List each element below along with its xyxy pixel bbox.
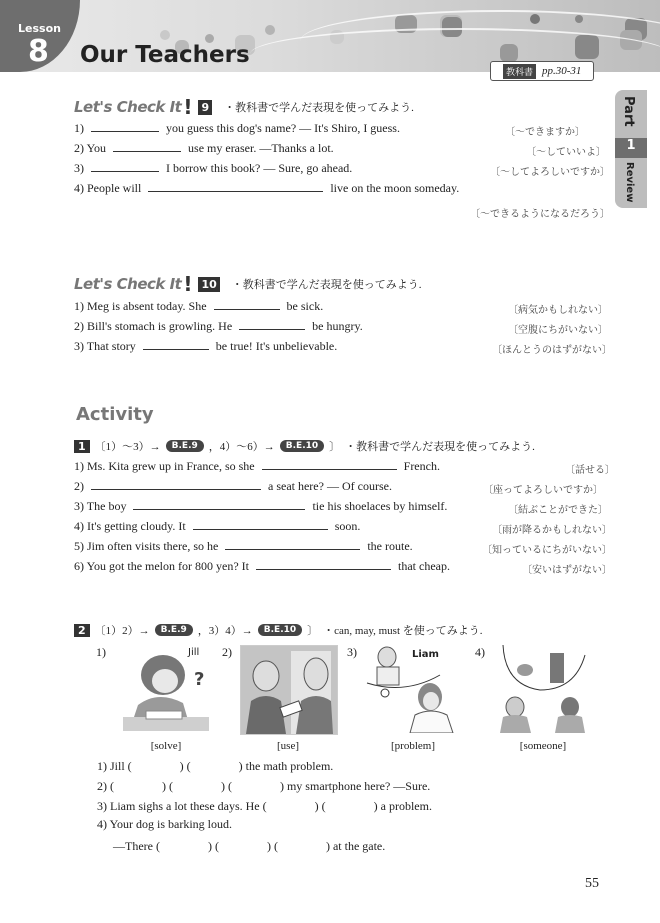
textbook-pages: pp.30-31 bbox=[542, 65, 582, 77]
exercise-line: 2) a seat here? ― Of course. bbox=[74, 479, 392, 493]
be-10-badge: B.E.10 bbox=[258, 624, 302, 636]
instruction: ・教科書で学んだ表現を使ってみよう. bbox=[231, 279, 422, 291]
exercise-line: 4) People will live on the moon someday. bbox=[74, 181, 460, 195]
page-number: 55 bbox=[585, 876, 599, 891]
exercise-line: 4) It's getting cloudy. It soon. bbox=[74, 519, 361, 533]
answer-blank[interactable] bbox=[91, 130, 159, 132]
picture-number: 2) bbox=[222, 645, 232, 659]
check-it-number: 9 bbox=[198, 100, 212, 115]
hint: 〔～できるようになるだろう〕 bbox=[470, 209, 610, 220]
exercise-line: 1) Meg is absent today. She be sick. bbox=[74, 299, 324, 313]
hint: 〔安いはずがない〕 bbox=[522, 565, 612, 576]
page-title: Our Teachers bbox=[80, 42, 250, 68]
picture-number: 1) bbox=[96, 645, 106, 659]
hint: 〔結ぶことができた〕 bbox=[508, 505, 608, 516]
exercise-line: 3) The boy tie his shoelaces by himself. bbox=[74, 499, 448, 513]
exclamation-icon: ! bbox=[183, 95, 193, 119]
picture-caption: [someone] bbox=[519, 740, 567, 752]
answer-blank[interactable] bbox=[262, 468, 397, 470]
answer-blank[interactable] bbox=[143, 348, 209, 350]
answer-blank[interactable] bbox=[91, 170, 159, 172]
answer-blank[interactable] bbox=[148, 190, 323, 192]
be-9-badge: B.E.9 bbox=[166, 440, 204, 452]
part-review-tab bbox=[615, 90, 647, 208]
answer-blank[interactable] bbox=[239, 328, 305, 330]
exercise-line: 2) ( ) ( ) ( ) my smartphone here? ―Sure. bbox=[97, 779, 431, 793]
question-number: 2 bbox=[74, 624, 90, 637]
exercise-line: 5) Jim often visits there, so he the route. bbox=[74, 539, 413, 553]
picture-caption: [problem] bbox=[391, 740, 435, 752]
check-it-9-header bbox=[74, 95, 414, 119]
instruction: ・教科書で学んだ表現を使ってみよう. bbox=[345, 441, 535, 453]
character-label: Liam bbox=[412, 649, 439, 660]
part-label: Part bbox=[621, 96, 636, 127]
svg-text:?: ? bbox=[194, 669, 205, 690]
lesson-label: Lesson bbox=[18, 22, 61, 35]
illustration-man-smartphone bbox=[240, 645, 338, 735]
exercise-line: ―There ( ) ( ) ( ) at the gate. bbox=[113, 839, 386, 853]
check-it-number: 10 bbox=[198, 277, 219, 292]
activity-heading: Activity bbox=[76, 404, 154, 425]
instruction: ・教科書で学んだ表現を使ってみよう. bbox=[224, 102, 414, 114]
exercise-line: 3) Liam sighs a lot these days. He ( ) ( ) a problem. bbox=[97, 799, 432, 813]
activity-q1-header: 1 〔1）～3）→ B.E.9 ，4）～6）→ B.E.10 〕 ・教科書で学んだ表現を使ってみよう. bbox=[74, 438, 535, 454]
activity-q2-header: 2 〔1）2）→ B.E.9 ，3）4）→ B.E.10 〕 ・can, may, must を使ってみよう. bbox=[74, 622, 483, 638]
lesson-badge bbox=[0, 0, 80, 72]
be-9-badge: B.E.9 bbox=[155, 624, 193, 636]
hint: 〔話せる〕 bbox=[565, 465, 615, 476]
picture-number: 4) bbox=[475, 645, 485, 659]
hint: 〔～してよろしいですか〕 bbox=[490, 167, 610, 178]
textbook-label: 教科書 bbox=[503, 64, 536, 79]
answer-blank[interactable] bbox=[256, 568, 391, 570]
check-it-logo: Let's Check It bbox=[74, 98, 182, 116]
exercise-line: 4) Your dog is barking loud. bbox=[97, 817, 233, 831]
exercise-line: 3) I borrow this book? ― Sure, go ahead. bbox=[74, 161, 353, 175]
exclamation-icon: ! bbox=[183, 272, 193, 296]
answer-blank[interactable] bbox=[133, 508, 305, 510]
instruction: ・can, may, must を使ってみよう. bbox=[323, 625, 483, 637]
exercise-line: 1) Jill ( ) ( ) the math problem. bbox=[97, 759, 334, 773]
hint: 〔～できますか〕 bbox=[505, 127, 585, 138]
part-number: 1 bbox=[615, 138, 647, 158]
picture-caption: [solve] bbox=[150, 740, 182, 752]
hint: 〔知っているにちがいない〕 bbox=[482, 545, 612, 556]
textbook-reference bbox=[490, 61, 594, 81]
exercise-line: 1) Ms. Kita grew up in France, so she French. bbox=[74, 459, 440, 473]
hint: 〔病気かもしれない〕 bbox=[508, 305, 608, 316]
exercise-line: 2) Bill's stomach is growling. He be hungry. bbox=[74, 319, 363, 333]
review-label: Review bbox=[624, 162, 635, 203]
answer-blank[interactable] bbox=[225, 548, 360, 550]
answer-blank[interactable] bbox=[91, 488, 261, 490]
exercise-line: 1) you guess this dog's name? ― It's Shiro, I guess. bbox=[74, 121, 400, 135]
illustration-kids-dog-policeman bbox=[495, 645, 591, 733]
be-10-badge: B.E.10 bbox=[280, 440, 324, 452]
hint: 〔座ってよろしいですか〕 bbox=[483, 485, 603, 496]
answer-blank[interactable] bbox=[193, 528, 328, 530]
hint: 〔雨が降るかもしれない〕 bbox=[492, 525, 612, 536]
hint: 〔ほんとうのはずがない〕 bbox=[492, 345, 612, 356]
check-it-logo: Let's Check It bbox=[74, 275, 182, 293]
illustration-liam-worried bbox=[365, 645, 461, 733]
check-it-10-header bbox=[74, 272, 422, 296]
exercise-line: 3) That story be true! It's unbelievable. bbox=[74, 339, 338, 353]
hint: 〔空腹にちがいない〕 bbox=[508, 325, 608, 336]
question-number: 1 bbox=[74, 440, 90, 453]
illustration-jill-thinking bbox=[118, 645, 214, 733]
answer-blank[interactable] bbox=[214, 308, 280, 310]
exercise-line: 6) You got the melon for 800 yen? It that cheap. bbox=[74, 559, 450, 573]
exercise-line: 2) You use my eraser. ―Thanks a lot. bbox=[74, 141, 334, 155]
picture-number: 3) bbox=[347, 645, 357, 659]
character-label: Jill bbox=[188, 647, 200, 658]
picture-caption: [use] bbox=[277, 740, 299, 752]
lesson-number: 8 bbox=[28, 34, 49, 69]
hint: 〔～していいよ〕 bbox=[526, 147, 606, 158]
answer-blank[interactable] bbox=[113, 150, 181, 152]
